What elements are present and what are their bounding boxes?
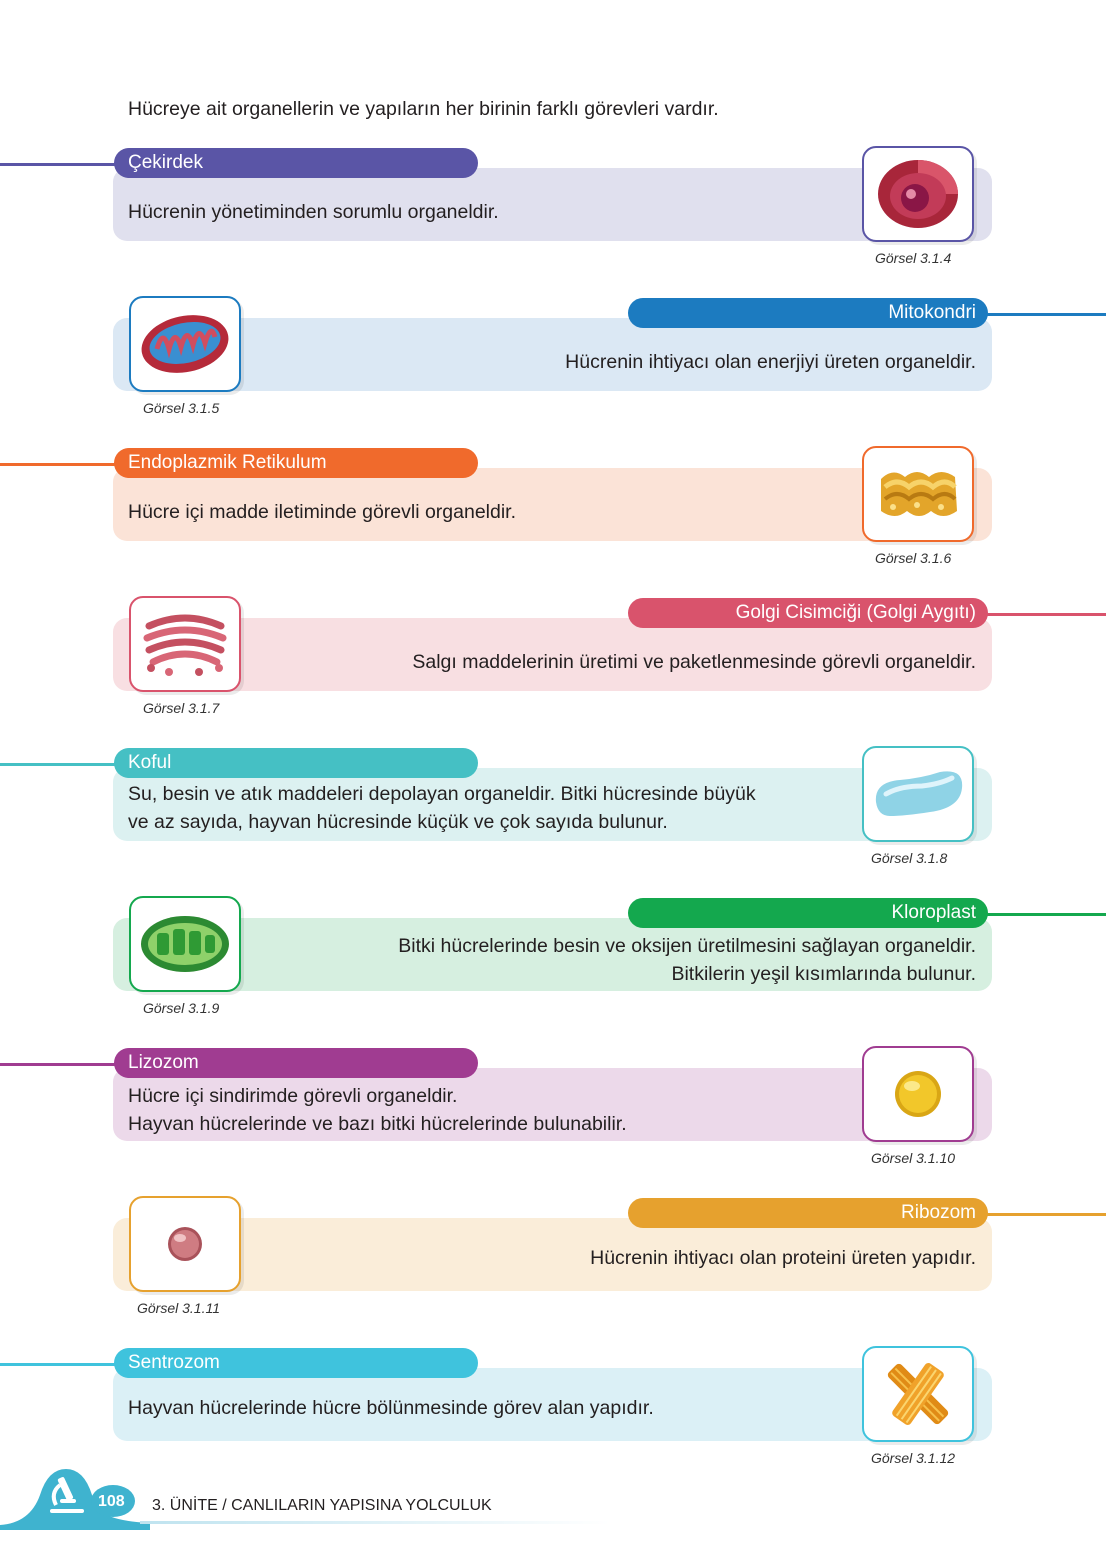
organelle-image [129,296,241,392]
organelle-description [398,932,976,988]
image-caption: Görsel 3.1.9 [143,1000,220,1016]
organelle-description [128,1082,627,1138]
tag-connector-line [976,1213,1106,1216]
description-line: Salgı maddelerinin üretimi ve paketlenmesinde görevli organeldir. [412,651,976,673]
image-caption: Görsel 3.1.5 [143,400,220,416]
nucleus-icon [873,154,963,234]
organelle-image [862,746,974,842]
organelle-title: Endoplazmik Retikulum [114,448,478,478]
image-caption: Görsel 3.1.4 [875,250,952,266]
organelle-card-cekirdek [0,148,1106,298]
centrosome-icon [873,1354,963,1434]
organelle-image [862,146,974,242]
organelle-image [862,446,974,542]
description-line: ve az sayıda, hayvan hücresinde küçük ve çok sayıda bulunur. [128,811,668,833]
image-caption: Görsel 3.1.6 [875,550,952,566]
organelle-image [129,596,241,692]
organelle-card-sentrozom [0,1348,1106,1498]
tag-connector-line [976,913,1106,916]
page-number: 108 [98,1493,125,1510]
mitochondria-icon [137,309,233,379]
organelle-card-lizozom [0,1048,1106,1198]
organelle-title: Ribozom [628,1198,988,1228]
organelle-card-endoplazmik-retikulum [0,448,1106,598]
image-caption: Görsel 3.1.8 [871,850,948,866]
organelle-title: Koful [114,748,478,778]
organelle-card-koful [0,748,1106,898]
tag-connector-line [976,613,1106,616]
intro-text: Hücreye ait organellerin ve yapıların her birinin farklı görevleri vardır. [128,98,719,120]
lysosome-icon [888,1064,948,1124]
organelle-description [128,498,516,526]
organelle-title: Kloroplast [628,898,988,928]
description-line: Bitki hücrelerinde besin ve oksijen üretilmesini sağlayan organeldir. [398,935,976,957]
ribosome-icon [160,1219,210,1269]
organelle-title: Sentrozom [114,1348,478,1378]
image-caption: Görsel 3.1.12 [871,1450,956,1466]
description-line: Hayvan hücrelerinde ve bazı bitki hücrelerinde bulunabilir. [128,1113,627,1135]
unit-title: 3. ÜNİTE / CANLILARIN YAPISINA YOLCULUK [152,1497,492,1514]
description-line: Hücre içi sindirimde görevli organeldir. [128,1085,458,1107]
tag-connector-line [976,313,1106,316]
description-line: Hücrenin ihtiyacı olan proteini üreten yapıdır. [590,1247,976,1269]
organelle-title: Golgi Cisimciği (Golgi Aygıtı) [628,598,988,628]
footer-divider [140,1521,610,1524]
organelle-description [412,648,976,676]
tag-connector-line [0,463,130,466]
organelle-title: Lizozom [114,1048,478,1078]
golgi-icon [139,608,231,680]
organelle-image [862,1046,974,1142]
tag-connector-line [0,1063,130,1066]
organelle-card-golgi [0,598,1106,748]
endoplasmic-reticulum-icon [873,459,963,529]
organelle-title: Çekirdek [114,148,478,178]
organelle-card-mitokondri [0,298,1106,448]
image-caption: Görsel 3.1.10 [871,1150,956,1166]
tag-connector-line [0,163,130,166]
tag-connector-line [0,1363,130,1366]
description-line: Bitkilerin yeşil kısımlarında bulunur. [671,963,976,985]
organelle-title: Mitokondri [628,298,988,328]
description-line: Hücrenin ihtiyacı olan enerjiyi üreten organeldir. [565,351,976,373]
organelle-image [862,1346,974,1442]
chloroplast-icon [137,911,233,977]
image-caption: Görsel 3.1.11 [137,1300,221,1316]
organelle-image [129,1196,241,1292]
organelle-description [128,198,499,226]
organelle-card-kloroplast [0,898,1106,1048]
organelle-description [128,780,756,836]
organelle-card-ribozom [0,1198,1106,1348]
description-line: Hücrenin yönetiminden sorumlu organeldir. [128,201,499,223]
description-line: Su, besin ve atık maddeleri depolayan organeldir. Bitki hücresinde büyük [128,783,756,805]
organelle-description [565,348,976,376]
organelle-description [128,1394,654,1422]
tag-connector-line [0,763,130,766]
vacuole-icon [870,764,966,824]
footer-wave [0,1455,150,1530]
organelle-description [590,1244,976,1272]
description-line: Hücre içi madde iletiminde görevli organeldir. [128,501,517,523]
description-line: Hayvan hücrelerinde hücre bölünmesinde görev alan yapıdır. [128,1397,654,1419]
organelle-image [129,896,241,992]
image-caption: Görsel 3.1.7 [143,700,220,716]
